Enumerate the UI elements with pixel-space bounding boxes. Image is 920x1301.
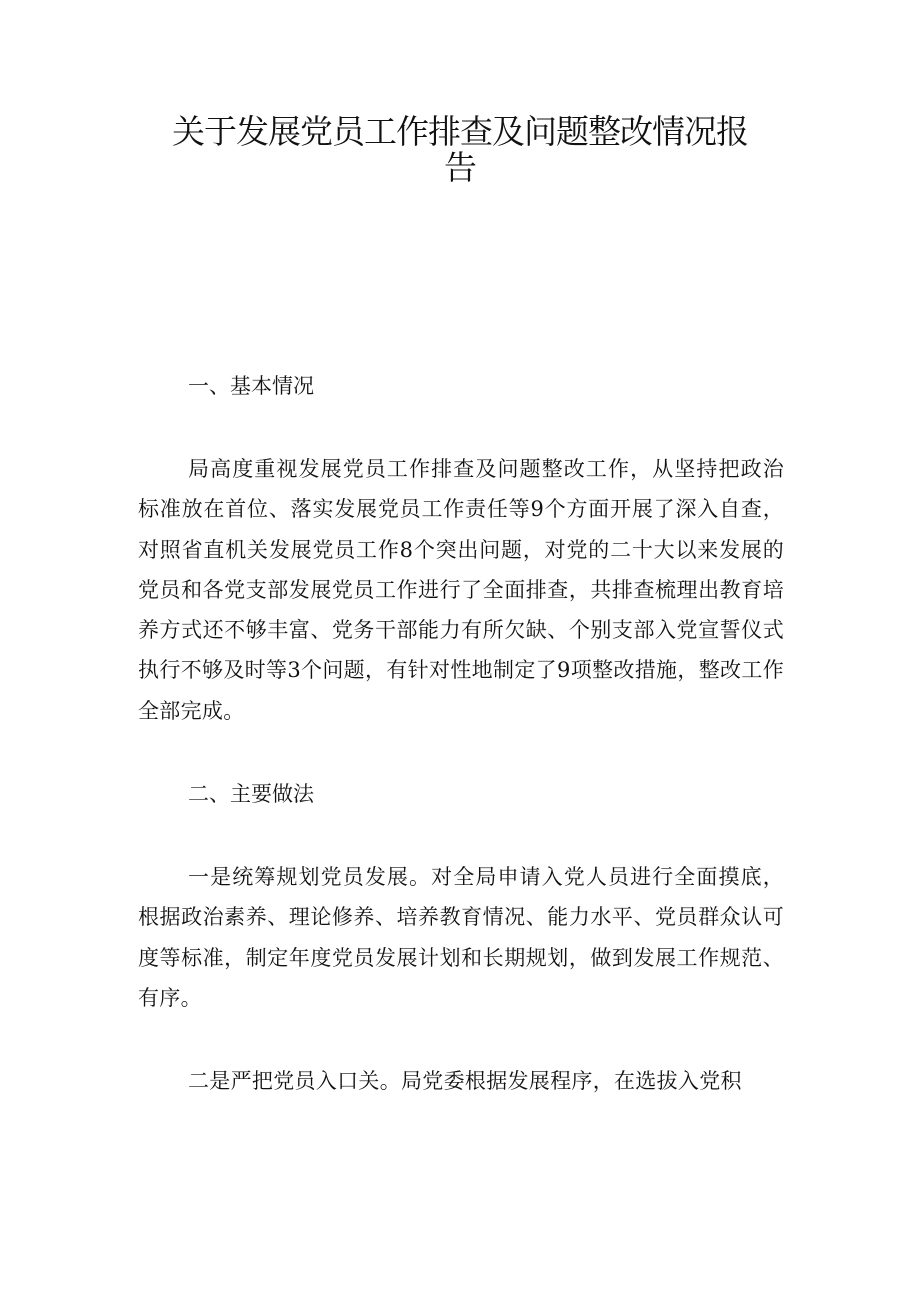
document-title: 关于发展党员工作排查及问题整改情况报告 (172, 112, 748, 187)
section-basic-situation (138, 366, 784, 731)
section-heading: 一、基本情况 (188, 374, 314, 398)
section-main-practices (138, 774, 784, 1101)
paragraph: 局高度重视发展党员工作排查及问题整改工作，从坚持把政治标准放在首位、落实发展党员工作责任等9个方面开展了深入自查，对照省直机关发展党员工作8个突出问题，对党的二十大以来发展的党员和各党支部发展党员工作进行了全面排查，共排查梳理出教育培养方式还不够丰富、党务干部能力有所欠缺、个别支部入党宣誓仪式执行不够及时等3个问题，有针对性地制定了9项整改措施，整改工作全部完成。 (138, 457, 784, 723)
paragraph: 一是统筹规划党员发展。对全局申请入党人员进行全面摸底，根据政治素养、理论修养、培养教育情况、能力水平、党员群众认可度等标准，制定年度党员发展计划和长期规划，做到发展工作规范、有序。 (138, 865, 784, 1010)
spacer (138, 731, 784, 774)
spacer (138, 1018, 784, 1061)
paragraph: 二是严把党员入口关。局党委根据发展程序，在选拔入党积 (188, 1069, 742, 1094)
spacer (138, 814, 784, 857)
spacer (138, 406, 784, 449)
document-body (138, 366, 784, 1102)
section-heading: 二、主要做法 (188, 782, 314, 807)
